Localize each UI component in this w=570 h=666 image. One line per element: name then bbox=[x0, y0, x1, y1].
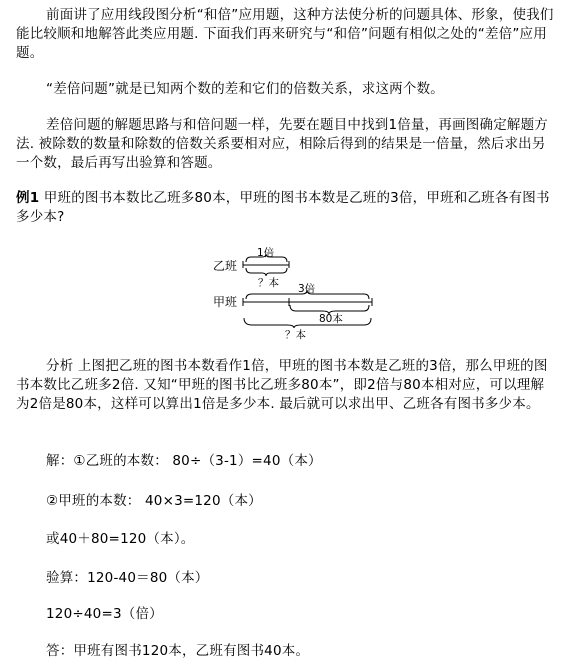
one-times-brace bbox=[246, 254, 287, 262]
label-b-unknown: ？本 bbox=[258, 277, 279, 289]
label-a-unknown: ？本 bbox=[285, 329, 306, 341]
three-times-brace bbox=[246, 290, 369, 299]
label-b: 乙班 bbox=[213, 259, 238, 273]
solution-step-2: ②甲班的本数： 40×3=120（本） bbox=[46, 493, 262, 509]
example-text: 甲班的图书本数比乙班多80本，甲班的图书本数是乙班的3倍，甲班和乙班各有图书多少本? bbox=[16, 190, 550, 225]
solution-step-1: 解：①乙班的本数： 80÷（3-1）=40（本） bbox=[46, 453, 322, 469]
solution-step-3: 或40＋80=120（本）。 bbox=[46, 531, 195, 547]
a-unknown-brace bbox=[244, 318, 371, 328]
label-three-times: 3倍 bbox=[298, 283, 316, 295]
intro-paragraph: 前面讲了应用线段图分析“和倍”应用题，这种方法使分析的问题具体、形象，使我们能比较顺和地解答此类应用题. 下面我们再来研究与“和倍”问题有相似之处的“差倍”应用题。 bbox=[16, 7, 554, 61]
definition-paragraph: “差倍问题”就是已知两个数的差和它们的倍数关系，求这两个数。 bbox=[46, 81, 444, 97]
diff-brace bbox=[290, 305, 369, 314]
label-a: 甲班 bbox=[213, 295, 238, 309]
check-step-1: 验算：120-40＝80（本） bbox=[46, 570, 209, 586]
label-one-times: 1倍 bbox=[257, 247, 275, 259]
b-unknown-brace bbox=[246, 268, 287, 276]
method-paragraph: 差倍问题的解题思路与和倍问题一样，先要在题目中找到1倍量，再画图确定解题方法. 被除数的数量和除数的倍数关系要相对应，相除后得到的结果是一倍量，然后求出另一个数，最后再写出验算和答题。 bbox=[16, 117, 548, 171]
label-diff: 80本 bbox=[319, 313, 343, 325]
example-paragraph bbox=[16, 189, 556, 227]
analysis-paragraph: 分析 上图把乙班的图书本数看作1倍，甲班的图书本数是乙班的3倍，那么甲班的图书本数比乙班多2倍. 又知“甲班的图书比乙班多80本”，即2倍与80本相对应，可以理解为2倍是80本，这样可以算出1倍是多少本. 最后就可以求出甲、乙班各有图书多少本。 bbox=[16, 358, 548, 412]
answer-line: 答：甲班有图书120本，乙班有图书40本。 bbox=[46, 643, 310, 659]
check-step-2: 120÷40=3（倍） bbox=[46, 606, 163, 622]
example-tag: 例1 bbox=[16, 190, 40, 206]
